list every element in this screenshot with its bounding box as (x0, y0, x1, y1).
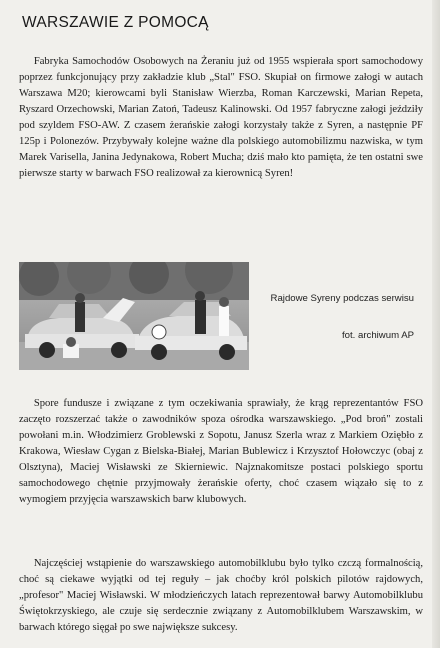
rally-photo (19, 262, 249, 370)
section-heading: WARSZAWIE Z POMOCĄ (22, 14, 209, 31)
page-edge (432, 0, 440, 648)
paragraph-1: Fabryka Samochodów Osobowych na Żeraniu już od 1955 wspierała sport samochodowy poprzez funkcjonujący przy zakładzie klub „Stal" FSO. Skupiał on firmowe załogi w autach Warszawa M20; kierowcami byli Stanisław Wierzba, Roman Karczewski, Marian Repeta, Ryszard Orzechowski, Marian Zatoń, Tadeusz Kalinowski. Od 1957 fabryczne załogi jeździły pod szyldem FSO-AW. Z czasem żerańskie załogi korzystały także z Syren, a następnie PF 125p i Polonezów. Przybywały kolejne ważne dla polskiego automobilizmu nazwiska, w tym Marek Varisella, Janina Jedynakowa, Robert Mucha; dziś mało kto pamięta, że ten ostatni swe pierwsze starty w barwach FSO realizował za kierownicą Syren! (19, 56, 423, 179)
photo-credit: fot. archiwum AP (342, 330, 414, 341)
photo-caption: Rajdowe Syreny podczas serwisu (270, 293, 414, 304)
paragraph-3: Najczęściej wstąpienie do warszawskiego automobilklubu było tylko czczą formalnością, choć są ciekawe wyjątki od tej reguły – jak choćby król polskich pilotów rajdowych, „profesor" Maciej Wisławski. W młodzieńczych latach reprezentował barwy Automobilklubu Świętokrzyskiego, ale czuje się serdecznie związany z Automobilklubem Warszawskim, w barwach którego sięgał po swe największe sukcesy. (19, 558, 423, 633)
paragraph-2: Spore fundusze i związane z tym oczekiwania sprawiały, że krąg reprezentantów FSO zaczęto rozszerzać także o zawodników spoza ośrodka warszawskiego. „Pod broń" zostali powołani m.in. Włodzimierz Groblewski z Sopotu, Janusz Szerla wraz z Markiem Oziębło z Krakowa, Wiesław Cygan z Bielska-Białej, Marian Bublewicz i Krzysztof Hołowczyc (obaj z Olsztyna), Maciej Wisławski ze Skierniewic. Najznakomitsze postaci polskiego sportu samochodowego chętnie przyjmowały żerańskie oferty, choć czasem wiązało się to z wymogiem przyjęcia warszawskich barw klubowych. (19, 398, 423, 505)
rally-photo-image (19, 262, 249, 370)
